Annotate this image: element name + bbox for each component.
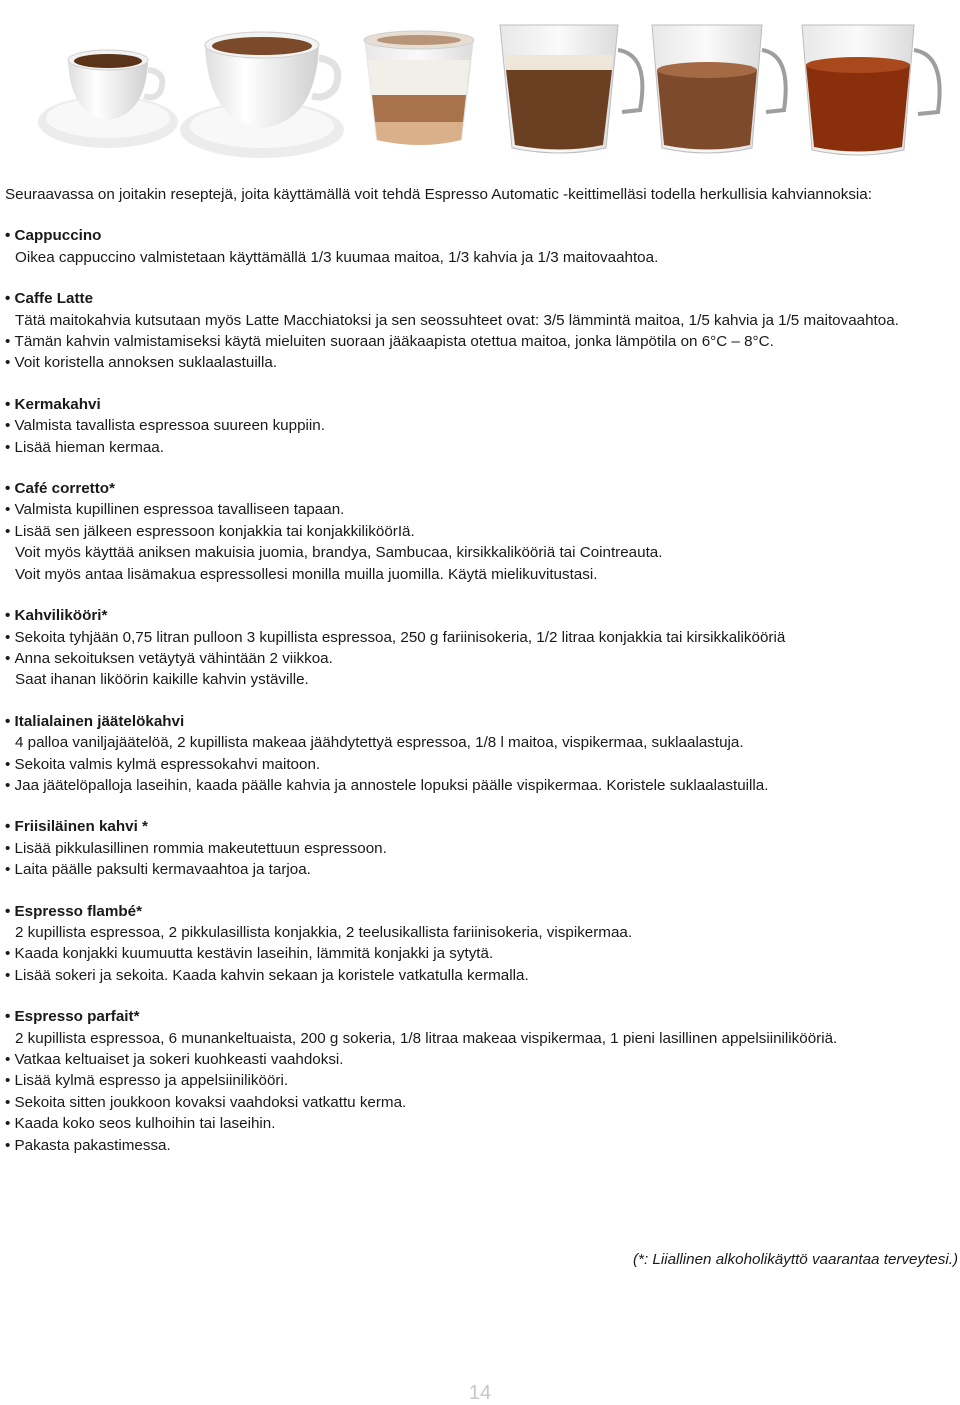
section-bullet: • Lisää kylmä espresso ja appelsiinilikööri. — [5, 1070, 955, 1091]
glass-coffee-icon — [500, 25, 642, 153]
section-bullet: • Lisää sen jälkeen espressoon konjakkia tai konjakkiliköörIä. — [5, 521, 955, 542]
section-title: • Café corretto* — [5, 478, 955, 499]
section-bullet: • Pakasta pakastimessa. — [5, 1135, 955, 1156]
latte-glass-icon — [364, 31, 474, 145]
section-text: 2 kupillista espressoa, 6 munankeltuaista, 200 g sokeria, 1/8 litraa makeaa vispikermaa, 1 pieni lasillinen appelsiinilikööriä. — [15, 1029, 838, 1047]
intro-text: Seuraavassa on joitakin reseptejä, joita käyttämällä voit tehdä Espresso Automatic -keittimelläsi todella herkullisia kahviannoksia: — [5, 186, 872, 203]
section-bullet: • Lisää pikkulasillinen rommia makeutettuun espressoon. — [5, 838, 955, 859]
section-bullet: • Lisää sokeri ja sekoita. Kaada kahvin sekaan ja koristele vatkatulla kermalla. — [5, 965, 955, 986]
section-bullet: • Laita päälle paksulti kermavaahtoa ja tarjoa. — [5, 859, 955, 880]
section-bullet: • Voit koristella annoksen suklaalastuilla. — [5, 352, 955, 373]
cappuccino-cup-icon — [180, 32, 344, 158]
section-cappuccino — [5, 225, 955, 268]
section-title: • Kahvilikööri* — [5, 605, 955, 626]
section-title: • Espresso parfait* — [5, 1006, 955, 1027]
section-title: • Cappuccino — [5, 225, 955, 246]
page-number: 14 — [468, 1382, 492, 1404]
section-title: • Italialainen jäätelökahvi — [5, 711, 955, 732]
section-text: Voit myös käyttää aniksen makuisia juomia, brandya, Sambucaa, kirsikkalikööriä tai Cointreauta. — [15, 544, 663, 562]
section-title: • Caffe Latte — [5, 288, 955, 309]
section-kahvilikoori — [5, 605, 955, 691]
section-text: Voit myös antaa lisämakua espressollesi monilla muilla juomilla. Käytä mielikuvitustasi. — [15, 565, 598, 583]
section-title: • Kermakahvi — [5, 394, 955, 415]
recipe-content — [5, 184, 955, 1156]
section-text: 2 kupillista espressoa, 2 pikkulasillista konjakkia, 2 teelusikallista fariinisokeria, vispikermaa. — [15, 923, 633, 941]
section-bullet: • Valmista kupillinen espressoa tavalliseen tapaan. — [5, 499, 955, 520]
section-title: • Friisiläinen kahvi * — [5, 816, 955, 837]
section-bullet: • Kaada konjakki kuumuutta kestävin laseihin, lämmitä konjakki ja sytytä. — [5, 943, 955, 964]
section-bullet: • Lisää hieman kermaa. — [5, 437, 955, 458]
section-text: Saat ihanan liköörin kaikille kahvin ystäville. — [15, 671, 309, 689]
section-bullet: • Anna sekoituksen vetäytyä vähintään 2 viikkoa. — [5, 648, 955, 669]
cocoa-glass-icon — [652, 25, 786, 153]
section-bullet: • Jaa jäätelöpalloja laseihin, kaada päälle kahvia ja annostele lopuksi päälle vispikermaa. Koristele suklaalastuilla. — [5, 775, 955, 796]
section-caffe-latte — [5, 288, 955, 374]
section-kermakahvi — [5, 394, 955, 458]
alcohol-footnote: (*: Liiallinen alkoholikäyttö vaarantaa terveytesi.) — [632, 1251, 958, 1268]
section-bullet: • Sekoita valmis kylmä espressokahvi maitoon. — [5, 754, 955, 775]
section-bullet: • Tämän kahvin valmistamiseksi käytä mieluiten suoraan jääkaapista otettua maitoa, jonka lämpötila on 6°C – 8°C. — [5, 331, 955, 352]
section-bullet: • Sekoita tyhjään 0,75 litran pulloon 3 kupillista espressoa, 250 g fariinisokeria, 1/2 litraa konjakkia tai kirsikkalikööriä — [5, 627, 955, 648]
section-espresso-flambe — [5, 901, 955, 987]
section-bullet: • Vatkaa keltuaiset ja sokeri kuohkeasti vaahdoksi. — [5, 1049, 955, 1070]
coffee-cups-illustration — [0, 0, 960, 165]
section-espresso-parfait — [5, 1006, 955, 1156]
section-bullet: • Kaada koko seos kulhoihin tai laseihin. — [5, 1113, 955, 1134]
espresso-cup-icon — [38, 50, 178, 148]
section-cafe-corretto — [5, 478, 955, 585]
section-jaatelokahvi — [5, 711, 955, 797]
section-bullet: • Valmista tavallista espressoa suureen kuppiin. — [5, 415, 955, 436]
section-text: 4 palloa vaniljajäätelöä, 2 kupillista makeaa jäähdytettyä espressoa, 1/8 l maitoa, vispikermaa, suklaalastuja. — [15, 734, 744, 752]
section-text: Tätä maitokahvia kutsutaan myös Latte Macchiatoksi ja sen seossuhteet ovat: 3/5 lämmintä maitoa, 1/5 kahvia ja 1/5 maitovaahtoa. — [15, 311, 899, 329]
section-bullet: • Sekoita sitten joukkoon kovaksi vaahdoksi vatkattu kerma. — [5, 1092, 955, 1113]
tea-glass-icon — [802, 25, 940, 155]
section-text: Oikea cappuccino valmistetaan käyttämällä 1/3 kuumaa maitoa, 1/3 kahvia ja 1/3 maitovaahtoa. — [15, 248, 659, 266]
section-title: • Espresso flambé* — [5, 901, 955, 922]
section-friisilainen — [5, 816, 955, 880]
